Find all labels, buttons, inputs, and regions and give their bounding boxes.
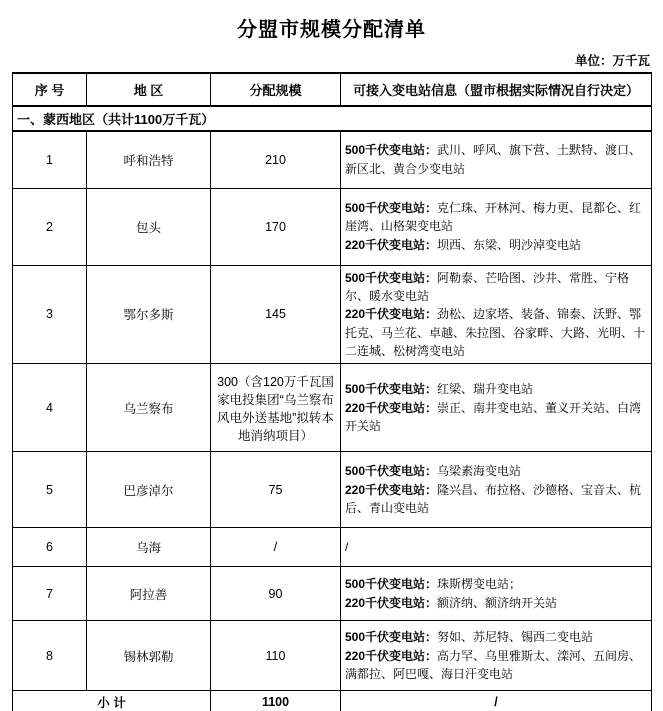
table-row <box>13 621 652 691</box>
cell-no: 5 <box>13 452 87 528</box>
cell-region: 包头 <box>87 188 211 265</box>
info-line: 220千伏变电站：坝西、东梁、明沙淖变电站 <box>345 237 582 252</box>
cell-info <box>341 452 652 528</box>
header-cell-no: 序 号 <box>13 73 87 106</box>
info-line: 500千伏变电站：红梁、瑞升变电站 <box>345 382 534 397</box>
allocation-table <box>12 72 652 711</box>
section-label: 一、蒙西地区（共计1100万千瓦） <box>13 106 652 131</box>
subtotal-row <box>13 691 652 711</box>
info-line: 500千伏变电站：乌梁素海变电站 <box>345 464 522 479</box>
table-row <box>13 528 652 567</box>
cell-info: / <box>341 528 652 567</box>
cell-no: 7 <box>13 567 87 621</box>
cell-scale: 210 <box>211 131 341 188</box>
unit-label: 单位：万千瓦 <box>574 54 650 68</box>
cell-no: 4 <box>13 364 87 452</box>
cell-info <box>341 364 652 452</box>
table-row <box>13 188 652 265</box>
header-cell-scale: 分配规模 <box>211 73 341 106</box>
info-line: 500千伏变电站：努如、苏尼特、锡西二变电站 <box>345 630 594 645</box>
cell-region: 锡林郭勒 <box>87 621 211 691</box>
section-row <box>13 106 652 131</box>
cell-region: 乌海 <box>87 528 211 567</box>
cell-no: 8 <box>13 621 87 691</box>
table-row <box>13 567 652 621</box>
header-cell-info: 可接入变电站信息（盟市根据实际情况自行决定） <box>341 73 652 106</box>
table-row <box>13 131 652 188</box>
cell-scale: 170 <box>211 188 341 265</box>
subtotal-label: 小 计 <box>13 691 211 711</box>
cell-region: 巴彦淖尔 <box>87 452 211 528</box>
cell-info <box>341 188 652 265</box>
cell-scale: 110 <box>211 621 341 691</box>
info-line: 220千伏变电站：额济纳、额济纳开关站 <box>345 595 558 610</box>
info-line: 220千伏变电站：崇正、南井变电站、董义开关站、白湾开关站 <box>345 400 642 433</box>
table-row <box>13 452 652 528</box>
info-line: 220千伏变电站：隆兴昌、布拉格、沙德格、宝音太、杭后、青山变电站 <box>345 482 642 515</box>
table-row <box>13 265 652 364</box>
info-line: 500千伏变电站：珠斯楞变电站； <box>345 577 522 592</box>
table-row <box>13 364 652 452</box>
cell-region: 阿拉善 <box>87 567 211 621</box>
page-title: 分盟市规模分配清单 <box>237 19 426 41</box>
cell-scale: 75 <box>211 452 341 528</box>
info-line: 220千伏变电站：高力罕、乌里雅斯太、滦河、五间房、满都拉、阿巴嘎、海日汗变电站 <box>345 648 642 681</box>
cell-scale: 300（含120万千瓦国家电投集团“乌兰察布风电外送基地”拟转本地消纳项目） <box>211 364 341 452</box>
cell-info <box>341 131 652 188</box>
info-line: 500千伏变电站：武川、呼风、旗下营、土默特、渡口、新区北、黄合少变电站 <box>345 143 642 176</box>
cell-scale: 90 <box>211 567 341 621</box>
cell-no: 1 <box>13 131 87 188</box>
cell-scale: / <box>211 528 341 567</box>
cell-scale: 145 <box>211 265 341 364</box>
subtotal-scale: 1100 <box>211 691 341 711</box>
info-line: 220千伏变电站：劲松、边家塔、装备、锦泰、沃野、鄂托克、马兰花、卓越、朱拉图、谷家畔、大路、光明、十二连城、松树湾变电站 <box>345 307 646 358</box>
header-cell-region: 地 区 <box>87 73 211 106</box>
cell-no: 3 <box>13 265 87 364</box>
cell-region: 鄂尔多斯 <box>87 265 211 364</box>
cell-region: 乌兰察布 <box>87 364 211 452</box>
cell-info <box>341 567 652 621</box>
cell-no: 6 <box>13 528 87 567</box>
cell-region: 呼和浩特 <box>87 131 211 188</box>
cell-info <box>341 265 652 364</box>
subtotal-info: / <box>341 691 652 711</box>
info-line: 500千伏变电站：克仁珠、开林河、梅力更、昆都仑、红崖湾、山格架变电站 <box>345 200 642 234</box>
table-header-row <box>13 73 652 106</box>
cell-info <box>341 621 652 691</box>
info-line: 500千伏变电站：阿勒泰、芒哈图、沙井、常胜、宁格尔、暖水变电站 <box>345 270 630 303</box>
cell-no: 2 <box>13 188 87 265</box>
